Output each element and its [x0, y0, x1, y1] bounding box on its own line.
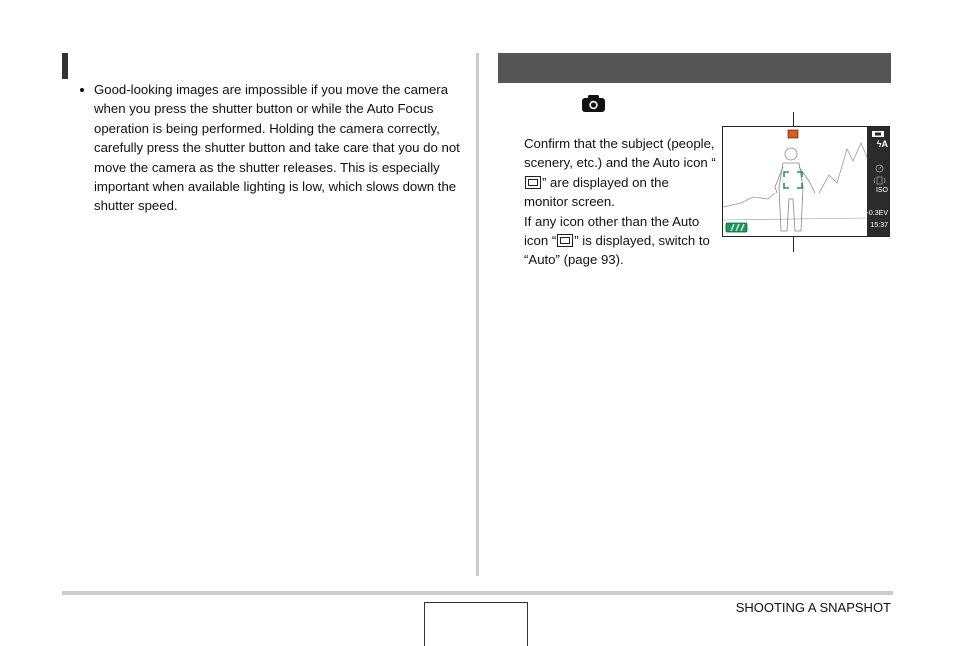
- camera-icon: [582, 95, 605, 112]
- section-name: SHOOTING A SNAPSHOT: [735, 600, 891, 615]
- page-number-box: [424, 602, 528, 646]
- instruction-switch: If any icon other than the Auto icon “ ” is displayed, switch to “Auto” (page 93).: [524, 213, 710, 268]
- bullet-list: [80, 80, 460, 216]
- scene-illustration: [723, 127, 889, 236]
- section-header-bar: [498, 53, 891, 83]
- time-label: 15:37: [870, 222, 888, 229]
- auto-mode-icon: [525, 176, 541, 189]
- focus-frame: [784, 172, 802, 188]
- self-timer-icon: [875, 164, 884, 173]
- ev-label: -0.3EV: [866, 210, 888, 217]
- anti-shake-icon: [873, 176, 886, 185]
- auto-mode-icon: [557, 234, 573, 247]
- auto-mode-icon: [788, 130, 798, 138]
- instructions: [524, 134, 716, 270]
- bullet-item: Good-looking images are impossible if you move the camera when you press the shutter button or while the Auto Focus operation is being performed. Holding the camera correctly, carefully press the shutter button and take care that you do not move the camera as the shutter releases. This is especially important when available lighting is low, which slows down the shutter speed.: [80, 80, 460, 216]
- iso-label: ISO: [875, 187, 888, 194]
- footer-divider: [62, 591, 893, 595]
- flash-label: ϟA: [876, 139, 888, 149]
- heading-marker: [62, 53, 68, 79]
- instruction-confirm: Confirm that the subject (people, scenery, etc.) and the Auto icon “” are displayed on the monitor screen.: [524, 136, 716, 210]
- column-divider: [476, 53, 479, 576]
- monitor-preview: [722, 126, 890, 237]
- status-strip: [867, 127, 889, 236]
- image-size-icon: [872, 131, 884, 137]
